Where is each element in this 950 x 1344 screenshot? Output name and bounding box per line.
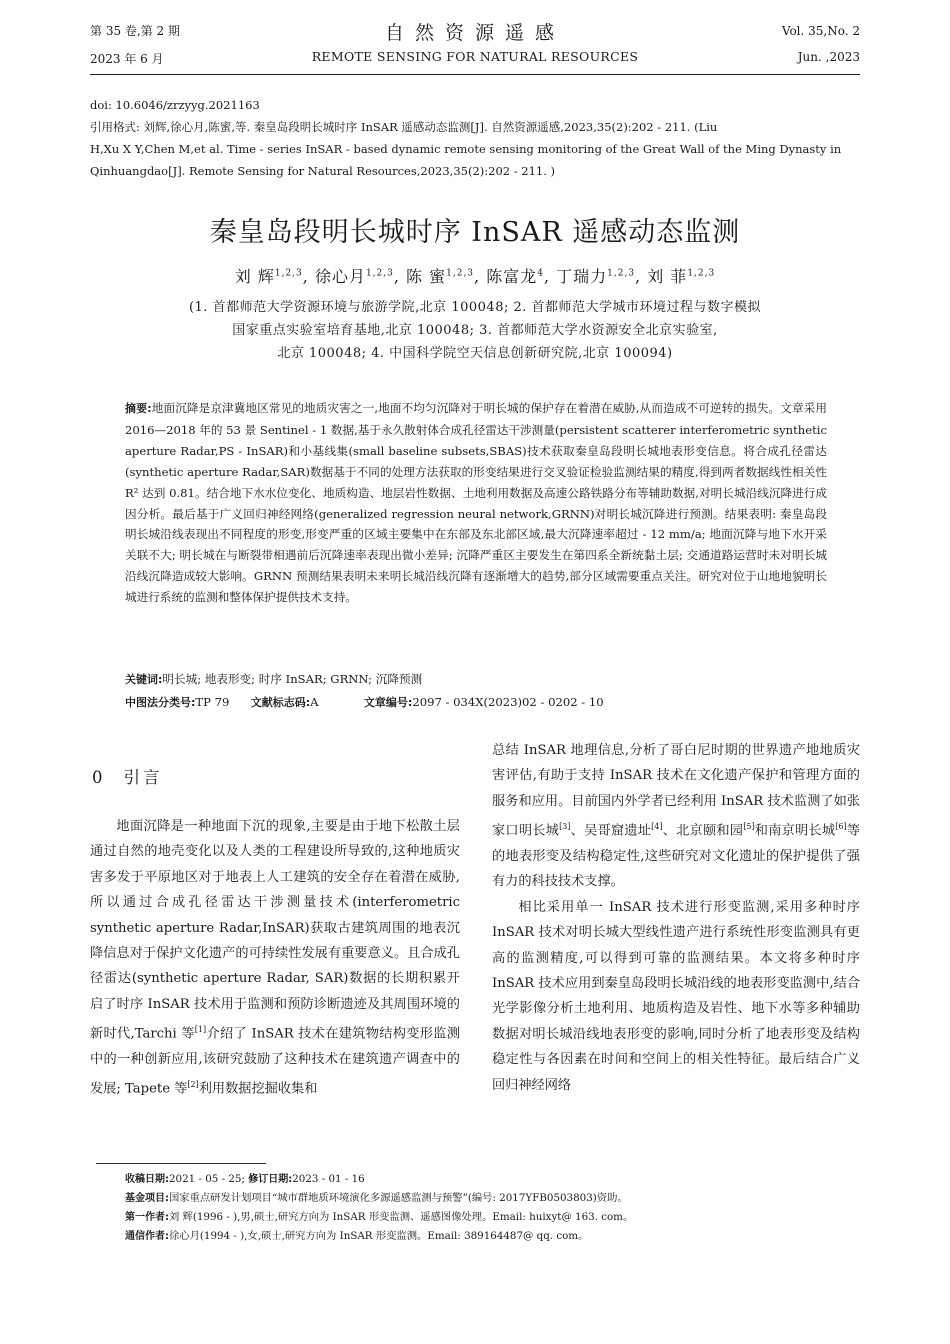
author-affiliation-mark: 1,2,3 xyxy=(365,268,394,279)
body-paragraph: 相比采用单一 InSAR 技术进行形变监测,采用多种时序 InSAR 技术对明长城大型线性遗产进行系统性形变监测具有更高的监测精度,可以得到可靠的监测结果。本文将多种时序 InSAR 技术应用到秦皇岛段明长城沿线的地表形变监测中,结合光学影像分析土地利用、地质构造及岩性、地下水等多种辅助数据对明长城沿线地表形变的影响,同时分析了地表形变及结构稳定性与各因素在时间和空间上的相关性特征。最后结合广义回归神经网络 xyxy=(492,899,860,1093)
header-date-en: Jun. ,2023 xyxy=(797,50,860,64)
affiliations xyxy=(0,296,950,365)
author-name: 刘 菲 xyxy=(647,267,688,286)
citation-ref: [1] xyxy=(194,1025,207,1035)
body-text: 、吴哥窟遗址 xyxy=(570,823,652,839)
revised-date: 2023 - 01 - 16 xyxy=(292,1173,365,1185)
affiliation-line: 北京 100048; 4. 中国科学院空天信息创新研究院,北京 100094) xyxy=(277,346,673,361)
fund-label: 基金项目: xyxy=(125,1193,169,1204)
article-number-value: 2097 - 034X(2023)02 - 0202 - 10 xyxy=(412,695,604,709)
fund-text: 国家重点研发计划项目“城市群地质环境演化多源遥感监测与预警”(编号: 2017YFB0503803)资助。 xyxy=(169,1192,628,1204)
revised-label: 修订日期: xyxy=(248,1174,293,1185)
citation-ref: [4] xyxy=(651,822,663,832)
author-name: 刘 辉 xyxy=(234,267,275,286)
footnote-rule xyxy=(96,1163,266,1164)
corresponding-author-label: 通信作者: xyxy=(125,1231,169,1242)
author-name: 陈富龙 xyxy=(486,267,538,286)
body-right-column xyxy=(492,738,860,1098)
doi-and-citation xyxy=(90,94,860,182)
body-paragraph xyxy=(492,738,860,895)
classification-line xyxy=(125,692,827,713)
body-text: 地面沉降是一种地面下沉的现象,主要是由于地下松散土层通过自然的地壳变化以及人类的工程建设所导致的,这种地质灾害多发于平原地区对于地表上人工建筑的安全存在着潜在威胁,所以通过合成孔径雷达干涉测量技术(interferometric synthetic aperture Radar,InSAR)获取古建筑周围的地表沉降信息对于保护文化遗产的可持续性发展有重要意义。且合成孔径雷达(synthetic aperture Radar, SAR)数据的长期积累开启了时序 InSAR 技术用于监测和预防诊断遗迹及其周围环境的新时代,Tarchi 等 xyxy=(90,819,460,1042)
footnotes xyxy=(125,1170,860,1246)
clc-value: TP 79 xyxy=(195,695,230,709)
abstract-label: 摘要: xyxy=(125,402,152,415)
journal-title-en: REMOTE SENSING FOR NATURAL RESOURCES xyxy=(311,49,639,64)
received-dates xyxy=(125,1170,860,1189)
document-code-label: 文献标志码: xyxy=(250,696,311,709)
section-title: 引言 xyxy=(123,768,163,787)
author-list: 刘 辉$^{1,2,3}$, 徐心月$^{1,2,3}$, 陈 蜜$^{1,2,3}$, 陈富龙$^4$, 丁瑞力$^{1,2,3}$, 刘 菲$^{1,2,3}$ xyxy=(234,267,716,286)
author-affiliation-mark: 1,2,3 xyxy=(687,268,716,279)
author-name: 徐心月 xyxy=(314,267,366,286)
body-left-column xyxy=(90,814,460,1102)
header-volume-issue-en: Vol. 35,No. 2 xyxy=(781,24,860,38)
author-affiliation-mark: 1,2,3 xyxy=(446,268,475,279)
header-rule xyxy=(90,74,860,75)
first-author-label: 第一作者: xyxy=(125,1212,169,1223)
section-number: 0 xyxy=(92,768,106,787)
author-affiliation-mark: 1,2,3 xyxy=(274,268,303,279)
document-code-value: A xyxy=(310,695,319,709)
abstract-text: 地面沉降是京津冀地区常见的地质灾害之一,地面不均匀沉降对于明长城的保护存在着潜在威胁,从而造成不可逆转的损失。文章采用 2016—2018 年的 53 景 Sentinel - 1 数据,基于永久散射体合成孔径雷达干涉测量(persistent scatterer interferometric synthetic aperture Radar,PS - InSAR)和小基线集(small baseline subsets,SBAS)技术获取秦皇岛段明长城地表形变信息。将合成孔径雷达(synthetic aperture Radar,SAR)数据基于不同的处理方法获取的形变结果进行交叉验证检验监测结果的精度,得到两者数据线性相关性 R² 达到 0.81。结合地下水水位变化、地质构造、地层岩性数据、土地利用数据及高速公路铁路分布等辅助数据,对明长城沿线沉降进行成因分析。最后基于广义回归神经网络(generalized regression neural network,GRNN)对明长城沉降进行预测。结果表明: 秦皇岛段明长城沿线表现出不同程度的形变,形变严重的区域主要集中在东部及东北部区域,最大沉降速率超过 - 12 mm/a; 地面沉降与地下水开采关联不大; 明长城在与断裂带相遇前后沉降速率表现出微小差异; 沉降严重区主要发生在第四系全新统黏土层; 交通道路运营时未对明长城沿线沉降造成较大影响。GRNN 预测结果表明未来明长城沿线沉降有逐渐增大的趋势,部分区域需要重点关注。研究对位于山地地貌明长城进行系统的监测和整体保护提供技术支持。 xyxy=(125,401,827,605)
received-date: 2021 - 05 - 25; xyxy=(169,1173,245,1185)
body-text: 利用数据挖掘收集和 xyxy=(198,1081,318,1097)
corresponding-author-note xyxy=(125,1227,860,1246)
keywords-text: 明长城; 地表形变; 时序 InSAR; GRNN; 沉降预测 xyxy=(162,672,423,686)
body-paragraph xyxy=(90,814,460,1102)
body-text: 等的地表形变及结构稳定性,这些研究对文化遗址的保护提供了强有力的科技技术支撑。 xyxy=(492,823,861,890)
clc-label: 中图法分类号: xyxy=(125,696,196,709)
author-affiliation-mark: 4 xyxy=(537,268,544,279)
journal-title-cn: 自然资源遥感 xyxy=(384,22,565,44)
paper-title: 秦皇岛段明长城时序 InSAR 遥感动态监测 xyxy=(209,217,741,248)
affiliation-line: (1. 首都师范大学资源环境与旅游学院,北京 100048; 2. 首都师范大学城市环境过程与数字模拟 xyxy=(188,300,762,315)
received-label: 收稿日期: xyxy=(125,1174,169,1185)
article-number-label: 文章编号: xyxy=(363,696,413,709)
first-author-note xyxy=(125,1208,860,1227)
citation-line: H,Xu X Y,Chen M,et al. Time - series InSAR - based dynamic remote sensing monitoring of the Great Wall of the Ming Dynasty in xyxy=(90,142,842,156)
keywords-label: 关键词: xyxy=(125,673,163,686)
doi: doi: 10.6046/zrzyyg.2021163 xyxy=(90,98,260,112)
citation-line: 引用格式: 刘辉,徐心月,陈蜜,等. 秦皇岛段明长城时序 InSAR 遥感动态监测[J]. 自然资源遥感,2023,35(2):202 - 211. (Liu xyxy=(90,120,718,134)
body-text: 、北京颐和园 xyxy=(662,823,744,839)
first-author-text: 刘 辉(1996 - ),男,硕士,研究方向为 InSAR 形变监测、遥感图像处理。Email: huixyt@ 163. com。 xyxy=(169,1211,634,1223)
body-text: 和南京明长城 xyxy=(754,823,836,839)
funding xyxy=(125,1189,860,1208)
citation-ref: [5] xyxy=(743,822,755,832)
abstract xyxy=(125,398,827,608)
citation-ref: [2] xyxy=(187,1080,199,1090)
citation-line: Qinhuangdao[J]. Remote Sensing for Natural Resources,2023,35(2):202 - 211. ) xyxy=(90,164,556,178)
citation-ref: [6] xyxy=(835,822,847,832)
header-date-cn: 2023 年 6 月 xyxy=(90,52,164,66)
body-text: 介绍了 InSAR 技术在建筑物结构变形监测中的一种创新应用,该研究鼓励了这种技术在建筑遗产调查中的发展; Tapete 等 xyxy=(90,1026,460,1097)
affiliation-line: 国家重点实验室培育基地,北京 100048; 3. 首都师范大学水资源安全北京实验室, xyxy=(232,323,718,338)
header-volume-issue-cn: 第 35 卷,第 2 期 xyxy=(90,24,180,38)
corresponding-author-text: 徐心月(1994 - ),女,硕士,研究方向为 InSAR 形变监测。Email: 389164487@ qq. com。 xyxy=(169,1230,589,1242)
author-affiliation-mark: 1,2,3 xyxy=(607,268,636,279)
keywords xyxy=(125,669,827,690)
author-name: 陈 蜜 xyxy=(406,267,447,286)
section-heading xyxy=(92,764,163,788)
citation-ref: [3] xyxy=(559,822,571,832)
body-text: 总结 InSAR 地理信息,分析了哥白尼时期的世界遗产地地质灾害评估,有助于支持 InSAR 技术在文化遗产保护和管理方面的服务和应用。目前国内外学者已经利用 InSAR 技术监测了如张家口明长城 xyxy=(492,743,860,839)
author-name: 丁瑞力 xyxy=(556,267,608,286)
